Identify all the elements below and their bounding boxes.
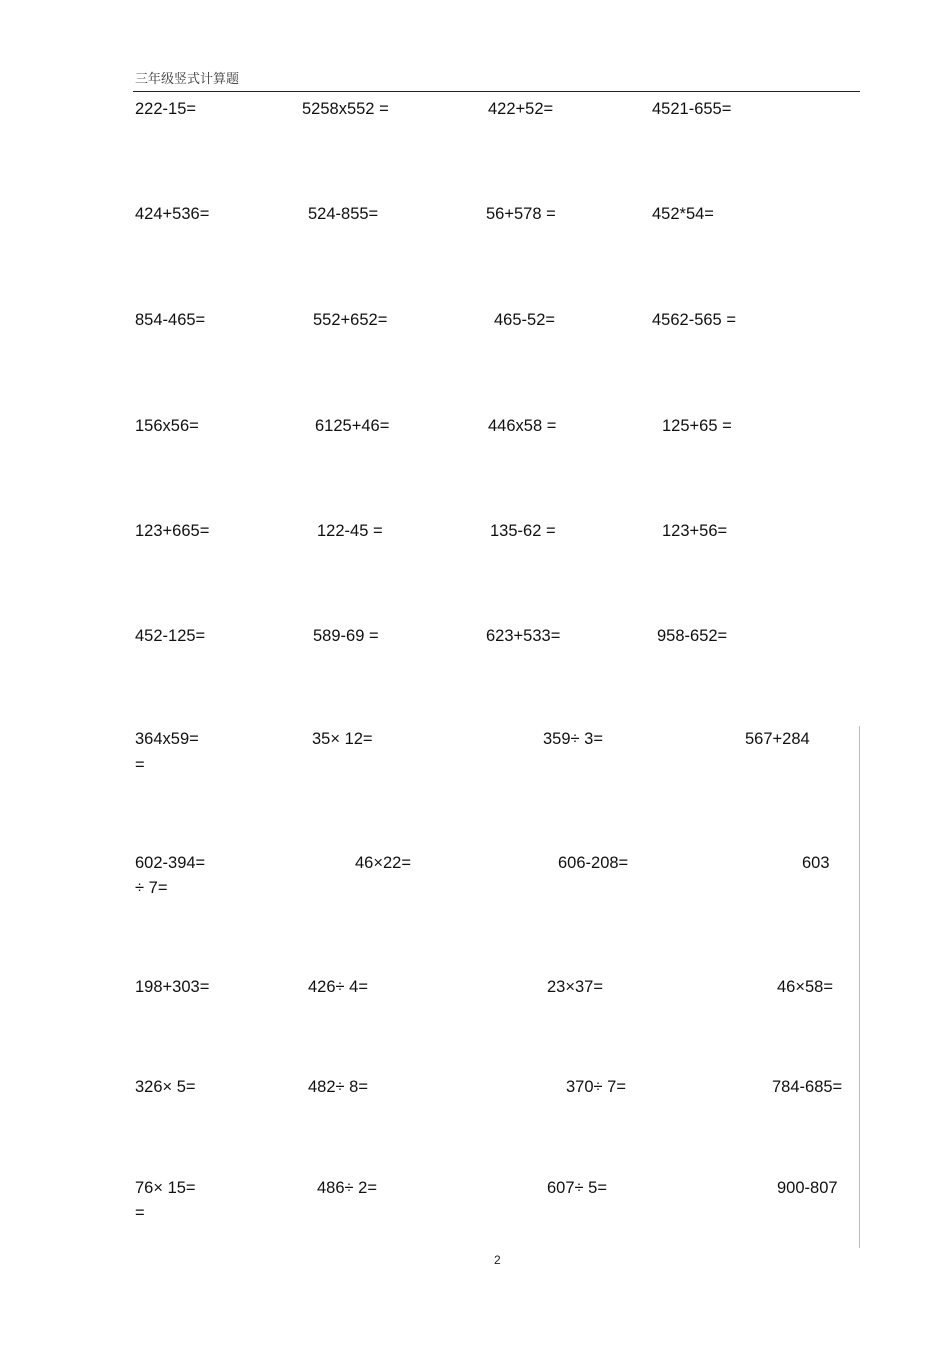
problem-11: 465-52=: [494, 311, 556, 329]
problem-25-continuation: =: [135, 756, 145, 774]
problem-21: 452-125=: [135, 627, 206, 645]
problem-34: 426÷ 4=: [308, 978, 368, 996]
problem-43: 607÷ 5=: [547, 1179, 607, 1197]
problem-19: 135-62 =: [490, 522, 556, 540]
right-margin-rule: [859, 726, 860, 1248]
problem-44: 900-807: [777, 1179, 838, 1197]
problem-38: 482÷ 8=: [308, 1078, 368, 1096]
problem-27: 359÷ 3=: [543, 730, 603, 748]
problem-24: 958-652=: [657, 627, 728, 645]
problem-15: 446x58 =: [488, 417, 557, 435]
problem-1: 222-15=: [135, 100, 197, 118]
problem-31: 606-208=: [558, 854, 629, 872]
problem-9: 854-465=: [135, 311, 206, 329]
problem-25: 364x59=: [135, 730, 199, 748]
problem-3: 422+52=: [488, 100, 554, 118]
problem-42: 486÷ 2=: [317, 1179, 377, 1197]
header-rule: [133, 91, 860, 92]
problem-36: 46×58=: [777, 978, 833, 996]
problem-2: 5258x552 =: [302, 100, 389, 118]
problem-18: 122-45 =: [317, 522, 383, 540]
problem-32: 603: [802, 854, 830, 872]
problem-8: 452*54=: [652, 205, 714, 223]
problem-35: 23×37=: [547, 978, 603, 996]
problem-41-continuation: =: [135, 1204, 145, 1222]
problem-12: 4562-565 =: [652, 311, 736, 329]
problem-7: 56+578 =: [486, 205, 556, 223]
problem-14: 6125+46=: [315, 417, 390, 435]
problem-6: 524-855=: [308, 205, 379, 223]
problem-17: 123+665=: [135, 522, 210, 540]
problem-5: 424+536=: [135, 205, 210, 223]
problem-37: 326× 5=: [135, 1078, 196, 1096]
problem-4: 4521-655=: [652, 100, 732, 118]
problem-22: 589-69 =: [313, 627, 379, 645]
problem-30: 46×22=: [355, 854, 411, 872]
page-header-title: 三年级竖式计算题: [135, 72, 240, 87]
problem-13: 156x56=: [135, 417, 199, 435]
problem-10: 552+652=: [313, 311, 388, 329]
problem-29: 602-394=: [135, 854, 206, 872]
problem-40: 784-685=: [772, 1078, 843, 1096]
problem-39: 370÷ 7=: [566, 1078, 626, 1096]
problem-29-continuation: ÷ 7=: [135, 879, 168, 897]
problem-26: 35× 12=: [312, 730, 373, 748]
problem-33: 198+303=: [135, 978, 210, 996]
page-number: 2: [494, 1253, 501, 1267]
problem-28: 567+284: [745, 730, 810, 748]
problem-41: 76× 15=: [135, 1179, 196, 1197]
problem-16: 125+65 =: [662, 417, 732, 435]
problem-20: 123+56=: [662, 522, 728, 540]
problem-23: 623+533=: [486, 627, 561, 645]
